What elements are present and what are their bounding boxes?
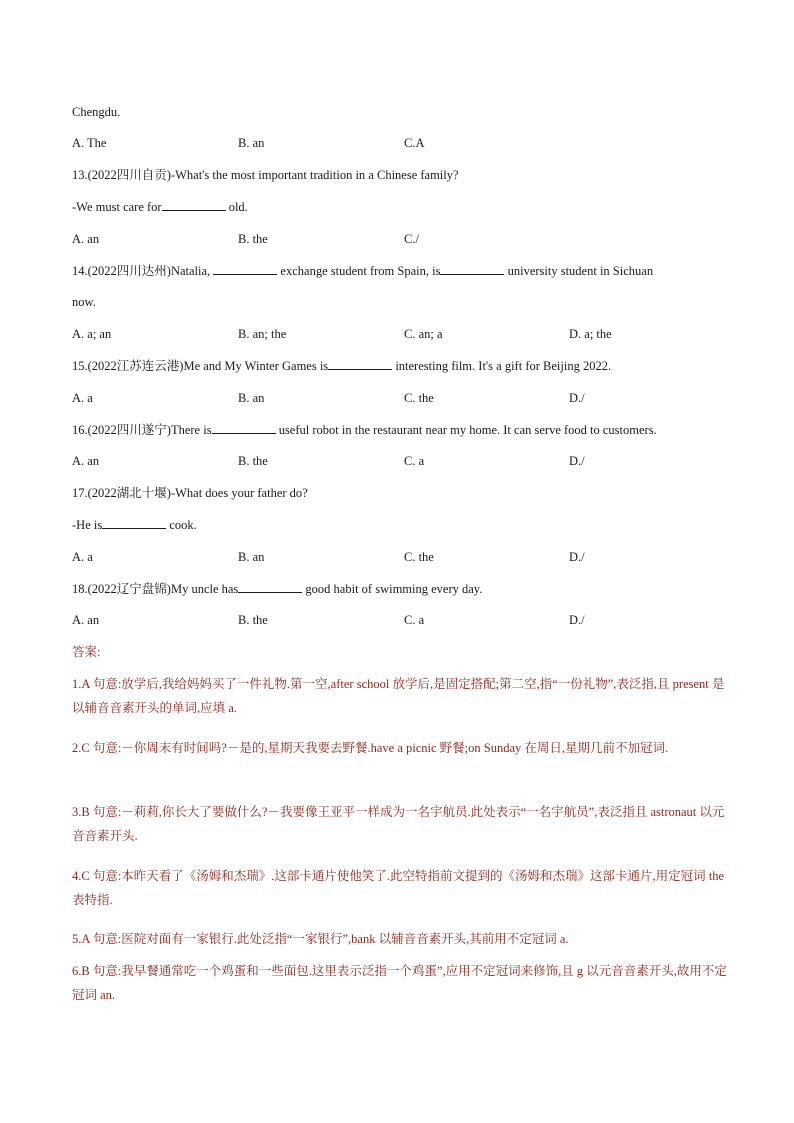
- option-a: A. a: [72, 391, 93, 405]
- question-14-stem: 14.(2022四川达州)Natalia, exchange student from Spain, is university student in Sichuan: [72, 264, 654, 278]
- answer-blank: [238, 581, 302, 593]
- option-b: B. the: [238, 613, 268, 627]
- question-14-tail: now.: [72, 295, 96, 309]
- option-b: B. an: [238, 136, 265, 150]
- question-18-options: [72, 612, 732, 628]
- answer-1: 1.A 句意:放学后,我给妈妈买了一件礼物.第一空,after school 放学后,是固定搭配;第二空,指“一份礼物”,表泛指,且 present 是以辅音音素开头的单词,应填 a.: [72, 677, 725, 715]
- option-a: A. a: [72, 550, 93, 564]
- answer-3: 3.B 句意:－莉莉,你长大了要做什么?－我要像王亚平一样成为一名宇航员.此处表示“一名宇航员”,表泛指且 astronaut 以元音音素开头.: [72, 805, 725, 843]
- option-a: A. an: [72, 454, 100, 468]
- question-15-options: [72, 390, 732, 406]
- option-a: A. a; an: [72, 327, 112, 341]
- question-18-stem: 18.(2022辽宁盘锦)My uncle has good habit of swimming every day.: [72, 582, 483, 596]
- question-14-options: [72, 326, 732, 342]
- option-b: B. the: [238, 232, 268, 246]
- question-13-stem: 13.(2022四川自贡)-What's the most important tradition in a Chinese family?: [72, 168, 459, 182]
- answer-blank: [213, 263, 277, 275]
- answer-blank: [102, 517, 166, 529]
- option-b: B. the: [238, 454, 268, 468]
- question-17-line2: -He is cook.: [72, 518, 197, 532]
- option-c: C. the: [404, 550, 434, 564]
- option-d: D./: [569, 613, 585, 627]
- answer-4: 4.C 句意:本昨天看了《汤姆和杰瑞》.这部卡通片使他笑了.此空特指前文提到的《汤姆和杰瑞》这部卡通片,用定冠词 the 表特指.: [72, 869, 725, 907]
- option-b: B. an: [238, 550, 265, 564]
- option-c: C.A: [404, 136, 425, 150]
- option-b: B. an; the: [238, 327, 287, 341]
- question-12-options: [72, 135, 732, 151]
- option-c: C. the: [404, 391, 434, 405]
- option-d: D./: [569, 454, 585, 468]
- question-13-line2: -We must care for old.: [72, 200, 248, 214]
- option-d: D./: [569, 550, 585, 564]
- answer-2: 2.C 句意:－你周末有时间吗?－是的,星期天我要去野餐.have a picnic 野餐;on Sunday 在周日,星期几前不加冠词.: [72, 741, 669, 755]
- answer-5: 5.A 句意:医院对面有一家银行.此处泛指“一家银行”,bank 以辅音音素开头,其前用不定冠词 a.: [72, 932, 569, 946]
- option-c: C. a: [404, 454, 425, 468]
- question-17-stem: 17.(2022湖北十堰)-What does your father do?: [72, 486, 308, 500]
- option-c: C. an; a: [404, 327, 443, 341]
- answers-heading: 答案:: [72, 645, 101, 659]
- answer-blank: [162, 199, 226, 211]
- option-c: C. a: [404, 613, 425, 627]
- question-15-stem: 15.(2022江苏连云港)Me and My Winter Games is interesting film. It's a gift for Beijing 2022.: [72, 359, 612, 373]
- answer-blank: [328, 358, 392, 370]
- option-d: D. a; the: [569, 327, 612, 341]
- question-16-options: [72, 453, 732, 469]
- option-b: B. an: [238, 391, 265, 405]
- option-a: A. The: [72, 136, 107, 150]
- answer-6: 6.B 句意:我早餐通常吃一个鸡蛋和一些面包.这里表示泛指一个鸡蛋”,应用不定冠词来修饰,且 g 以元音音素开头,故用不定冠词 an.: [72, 964, 727, 1002]
- question-13-options: [72, 231, 732, 247]
- question-12-tail: Chengdu.: [72, 105, 121, 119]
- option-c: C./: [404, 232, 419, 246]
- option-d: D./: [569, 391, 585, 405]
- option-a: A. an: [72, 613, 100, 627]
- answer-blank: [212, 422, 276, 434]
- question-17-options: [72, 549, 732, 565]
- answer-blank: [440, 263, 504, 275]
- question-16-stem: 16.(2022四川遂宁)There is useful robot in the restaurant near my home. It can serve food to customers.: [72, 423, 657, 437]
- option-a: A. an: [72, 232, 100, 246]
